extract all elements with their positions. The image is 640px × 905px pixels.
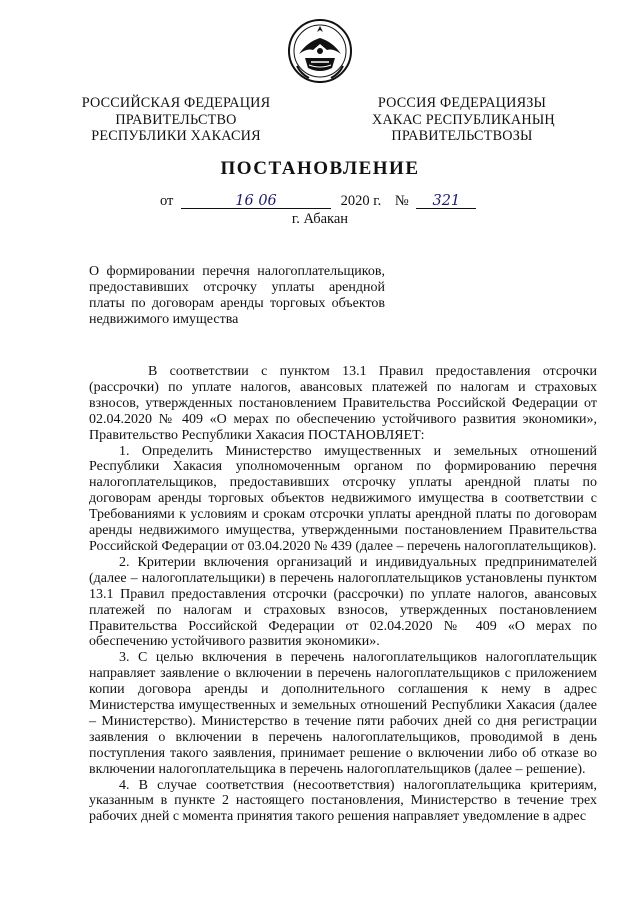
body-paragraph-4: 4. В случае соответствия (несоответствия) налогоплательщика критериям, указанным в пункте 2 настоящего постановления, Министерство в течение трех рабочих дней с момента принятия такого решения направляет уведомление в адрес <box>89 777 597 825</box>
header-left-line: РОССИЙСКАЯ ФЕДЕРАЦИЯ <box>81 95 271 111</box>
header-right-line: РОССИЯ ФЕДЕРАЦИЯЗЫ <box>377 95 547 111</box>
year-text: 2020 г. <box>340 193 382 209</box>
handwritten-date: 16 06 <box>181 193 331 209</box>
header-left-line: ПРАВИТЕЛЬСТВО <box>115 111 237 128</box>
header-right-block <box>372 95 555 145</box>
subject-line: платы по договорам аренды торговых объектов <box>89 296 385 311</box>
subject-line: предоставивших отсрочку уплаты арендной <box>89 280 385 295</box>
date-prefix: от <box>160 193 174 209</box>
body-paragraph-3: 3. С целью включения в перечень налогоплательщиков налогоплательщик направляет заявление о включении в перечень налогоплательщиков с приложением копии договора аренды и дополнительного соглашения к нему в адрес Министерства имущественных и земельных отношений Республики Хакасия (далее – Министерство). Министерство в течение пяти рабочих дней со дня регистрации заявления о включении в перечень налогоплательщиков, проводимой в день поступления такого заявления, принимает решение о включении либо об отказе во включении налогоплательщика в перечень налогоплательщиков (далее – решение). <box>89 650 597 777</box>
header-left-block <box>78 95 274 145</box>
subject-line: недвижимого имущества <box>89 312 239 327</box>
coat-of-arms-emblem <box>287 18 353 84</box>
city-line: г. Абакан <box>291 211 349 227</box>
document-subject <box>89 264 385 328</box>
header-right-line: ХАКАС РЕСПУБЛИКАНЫҢ <box>372 111 555 128</box>
header-right-line: ПРАВИТЕЛЬСТВОЗЫ <box>391 128 533 144</box>
subject-line: О формировании перечня налогоплательщиков, <box>89 264 385 279</box>
document-body <box>89 364 597 825</box>
number-sign: № <box>394 193 409 209</box>
handwritten-number: 321 <box>416 193 476 209</box>
body-paragraph-preamble: В соответствии с пунктом 13.1 Правил предоставления отсрочки (рассрочки) по уплате налогов, авансовых платежей по налогам и страховых взносов, утвержденных постановлением Правительства Российской Федерации от 02.04.2020 № 409 «О мерах по обеспечению устойчивого развития экономики», Правительство Республики Хакасия ПОСТАНОВЛЯЕТ: <box>89 364 597 443</box>
date-number-line <box>160 193 476 210</box>
header-left-line: РЕСПУБЛИКИ ХАКАСИЯ <box>91 128 261 144</box>
body-paragraph-2: 2. Критерии включения организаций и индивидуальных предпринимателей (далее – налогоплательщики) в перечень налогоплательщиков установлены пунктом 13.1 Правил предоставления отсрочки (рассрочки) по уплате налогов, авансовых платежей по налогам и страховых взносов, утвержденных постановлением Правительства Российской Федерации от 02.04.2020 № 409 «О мерах по обеспечению устойчивого развития экономики». <box>89 554 597 650</box>
body-paragraph-1: 1. Определить Министерство имущественных и земельных отношений Республики Хакасия уполномоченным органом по формированию перечня налогоплательщиков, предоставивших отсрочку уплаты арендной платы по договорам аренды торговых объектов недвижимого имущества в соответствии с Требованиями к условиям и срокам отсрочки уплаты арендной платы по договорам аренды недвижимого имущества, утвержденными постановлением Правительства Российской Федерации от 03.04.2020 № 439 (далее – перечень налогоплательщиков). <box>89 443 597 554</box>
document-title: ПОСТАНОВЛЕНИЕ <box>220 158 420 179</box>
